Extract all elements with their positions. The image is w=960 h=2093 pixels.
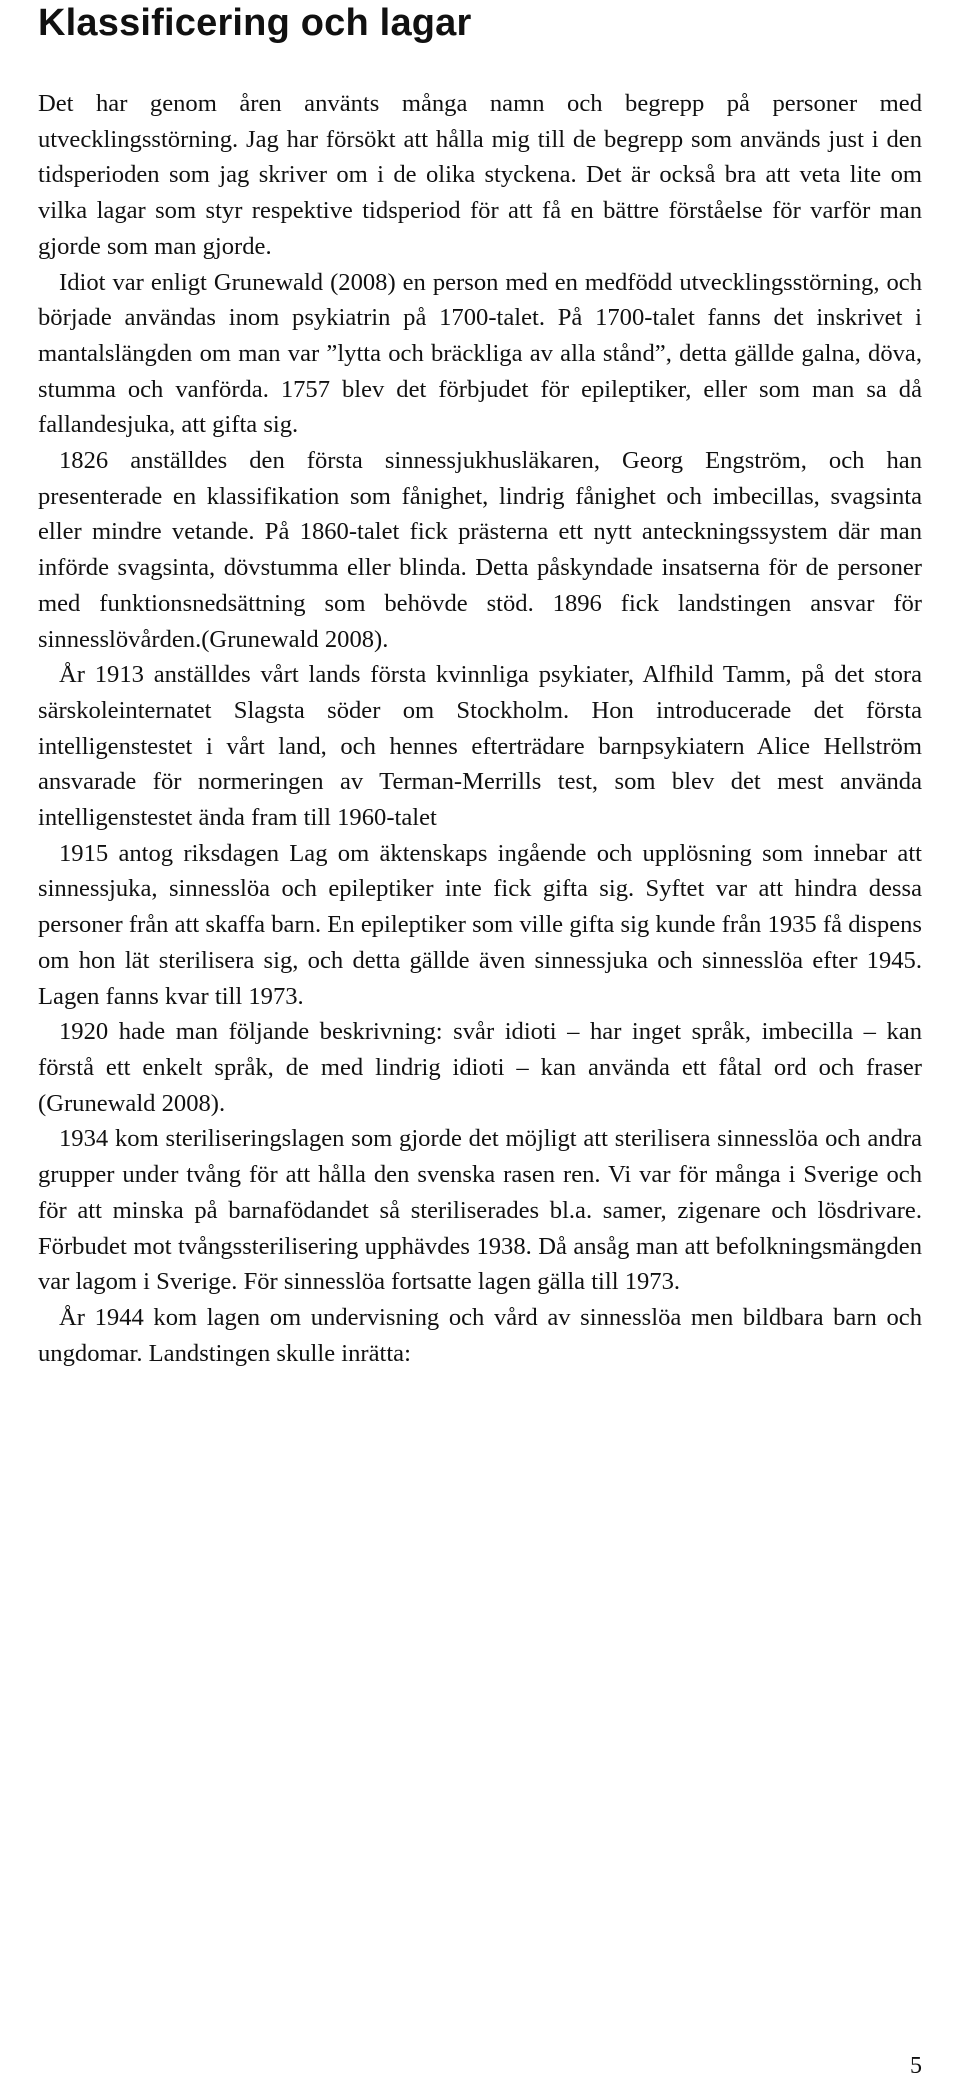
paragraph-1934: 1934 kom steriliseringslagen som gjorde det möjligt att sterilisera sinnesslöa och andra grupper under tvång för att hålla den svenska rasen ren. Vi var för många i Sverige och för att minska på barnafödandet så steriliserades bl.a. samer, zigenare och lösdrivare. Förbudet mot tvångssterilisering upphävdes 1938. Då ansåg man att befolkningsmängden var lagom i Sverige. För sinnesslöa fortsatte lagen gälla till 1973.	[38, 1125, 922, 1296]
paragraph-1826: 1826 anställdes den första sinnessjukhusläkaren, Georg Engström, och han presenterade en klassifikation som fånighet, lindrig fånighet och imbecillas, svagsinta eller mindre vetande. På 1860-talet fick prästerna ett nytt anteckningssystem där man införde svagsinta, dövstumma eller blinda. Detta påskyndade insatserna för de personer med funktionsnedsättning som behövde stöd. 1896 fick landstingen ansvar för sinnesslövården.(Grunewald 2008).	[38, 447, 922, 653]
page-number: 5	[910, 2053, 922, 2079]
body-text	[38, 86, 922, 1371]
paragraph-1915: 1915 antog riksdagen Lag om äktenskaps ingående och upplösning som innebar att sinnessjuka, sinnesslöa och epileptiker inte fick gifta sig. Syftet var att hindra dessa personer från att skaffa barn. En epileptiker som ville gifta sig kunde från 1935 få dispens om hon lät sterilisera sig, och detta gällde även sinnessjuka och sinnesslöa efter 1945. Lagen fanns kvar till 1973.	[38, 839, 922, 1010]
paragraph-1944: År 1944 kom lagen om undervisning och vård av sinnesslöa men bildbara barn och ungdomar. Landstingen skulle inrätta:	[38, 1303, 922, 1367]
paragraph-intro: Det har genom åren använts många namn och begrepp på personer med utvecklingsstörning. Jag har försökt att hålla mig till de begrepp som används just i den tidsperioden som jag skriver om i de olika styckena. Det är också bra att veta lite om vilka lagar som styr respektive tidsperiod för att få en bättre förståelse för varför man gjorde som man gjorde.	[38, 90, 922, 260]
page-title: Klassificering och lagar	[38, 2, 472, 44]
paragraph-idiot-1700: Idiot var enligt Grunewald (2008) en person med en medfödd utvecklingsstörning, och började användas inom psykiatrin på 1700-talet. På 1700-talet fanns det inskrivet i mantalslängden om man var ”lytta och bräckliga av alla stånd”, detta gällde galna, döva, stumma och vanförda. 1757 blev det förbjudet för epileptiker, eller som man sa då fallandesjuka, att gifta sig.	[38, 268, 922, 439]
paragraph-1920: 1920 hade man följande beskrivning: svår idioti – har inget språk, imbecilla – kan förstå ett enkelt språk, de med lindrig idioti – kan använda ett fåtal ord och fraser (Grunewald 2008).	[38, 1018, 922, 1117]
paragraph-1913: År 1913 anställdes vårt lands första kvinnliga psykiater, Alfhild Tamm, på det stora särskoleinternatet Slagsta söder om Stockholm. Hon introducerade det första intelligenstestet i vårt land, och hennes efterträdare barnpsykiatern Alice Hellström ansvarade för normeringen av Terman-Merrills test, som blev det mest använda intelligenstestet ända fram till 1960-talet	[38, 661, 922, 832]
